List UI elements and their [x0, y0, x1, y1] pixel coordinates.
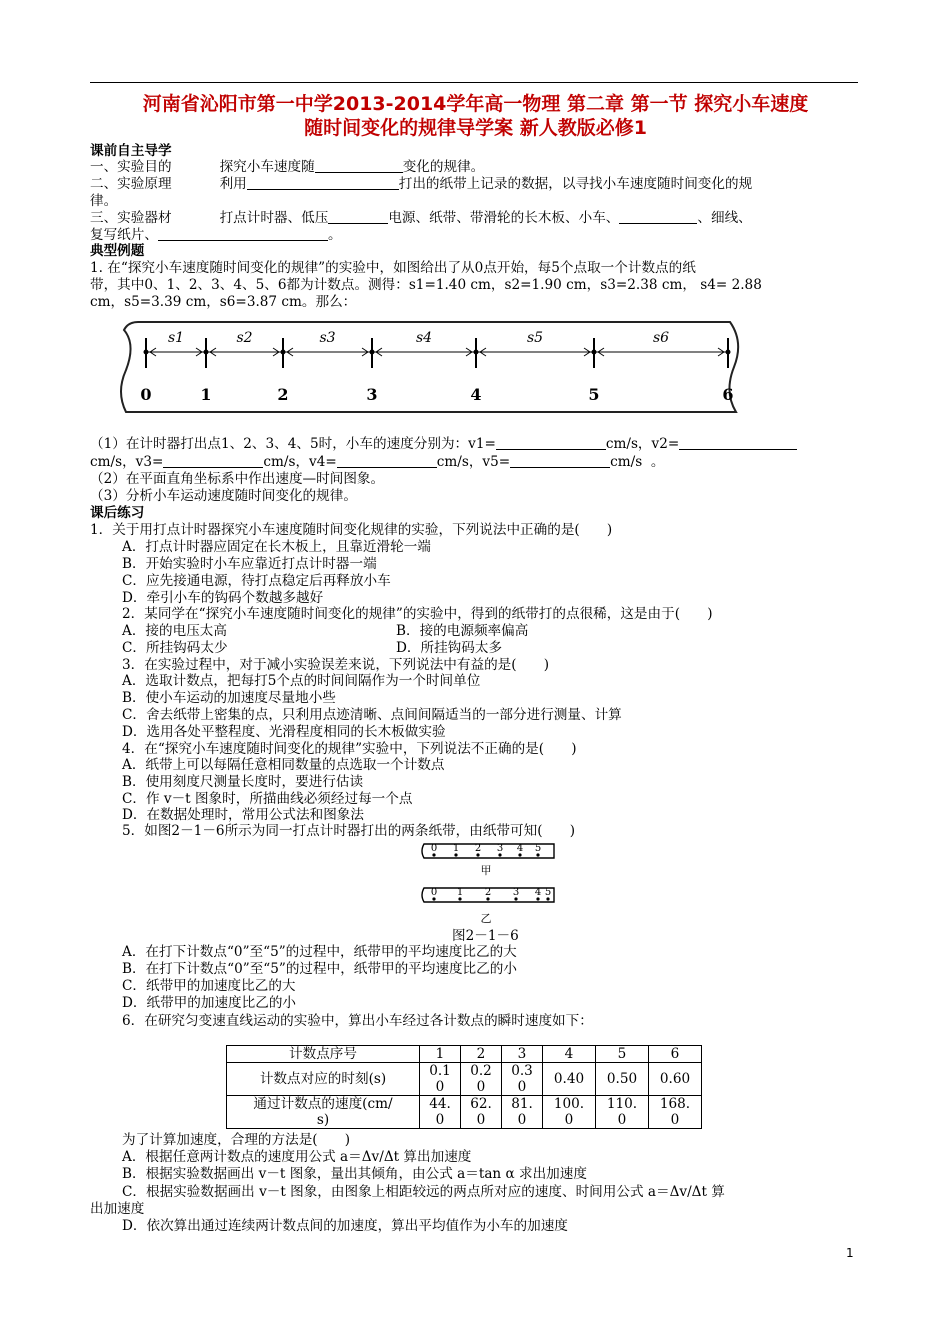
tape-segment-label: s4 — [415, 330, 433, 346]
tape-point-label: 1 — [452, 843, 460, 854]
option: C．应先接通电源，待打点稳定后再释放小车 — [122, 573, 391, 589]
blank-equipment-2[interactable] — [158, 227, 328, 241]
tape-dot — [144, 350, 149, 355]
paper-tape-figure — [118, 312, 748, 416]
tape-point-label: 5 — [588, 385, 600, 404]
section-heading-example: 典型例题 — [90, 243, 145, 259]
tape-dot — [370, 350, 375, 355]
example-text: 带，其中0、1、2、3、4、5、6都为计数点。测得：s1=1.40 cm，s2=1.90 cm，s3=2.38 cm， s4= 2.88 — [90, 277, 762, 293]
question-1: 1．关于用打点计时器探究小车速度随时间变化规律的实验，下列说法中正确的是( ) — [90, 522, 613, 538]
table-row: 通过计数点的速度(cm/ s) 44. 0 62. 0 81. 0 100. 0 110. 0 168. 0 — [227, 1096, 702, 1129]
option: D．纸带甲的加速度比乙的小 — [122, 995, 297, 1011]
tape-point-label: 0 — [140, 385, 152, 404]
tape-segment-label: s3 — [319, 330, 336, 346]
example-part1: （1）在计时器打出点1、2、3、4、5时，小车的速度分别为：v1= cm/s，v2= — [90, 436, 797, 452]
tape-dot — [726, 350, 731, 355]
tape-point-label: 4 — [470, 385, 482, 404]
section-heading-preview: 课前自主导学 — [90, 143, 172, 159]
option: B．开始实验时小车应靠近打点计时器一端 — [122, 556, 377, 572]
velocity-table — [226, 1045, 702, 1129]
item-principle-cont: 律。 — [90, 193, 118, 209]
blank-purpose[interactable] — [315, 159, 403, 173]
option: C．纸带甲的加速度比乙的大 — [122, 978, 296, 994]
page-title: 河南省沁阳市第一中学2013-2014学年高一物理 第二章 第一节 探究小车速度 随时间变化的规律导学案 新人教版必修1 — [142, 93, 809, 139]
example-text: cm，s5=3.39 cm，s6=3.87 cm。那么： — [90, 294, 357, 310]
header-rule — [90, 82, 858, 83]
tape-dot — [204, 350, 209, 355]
blank-v5[interactable] — [510, 454, 610, 468]
option: C．所挂钩码太少 — [122, 640, 228, 656]
option: B．根据实验数据画出 v－t 图象，量出其倾角，由公式 a＝tan α 求出加速度 — [122, 1166, 587, 1182]
option: D．所挂钩码太多 — [396, 640, 503, 656]
blank-v1[interactable] — [496, 436, 606, 450]
blank-principle[interactable] — [247, 176, 399, 190]
tape-dot — [281, 350, 286, 355]
tape-point-label: 6 — [722, 385, 734, 404]
tape-point-label: 2 — [474, 843, 482, 854]
tape-point-label: 3 — [512, 887, 520, 898]
blank-v2[interactable] — [679, 436, 797, 450]
tape-segment-label: s6 — [652, 330, 670, 346]
question-6: 6．在研究匀变速直线运动的实验中，算出小车经过各计数点的瞬时速度如下： — [122, 1013, 593, 1029]
tape-point-label: 2 — [277, 385, 289, 404]
table-row: 计数点对应的时刻(s) 0.1 0 0.2 0 0.3 0 0.40 0.50 0.60 — [227, 1063, 702, 1096]
tape-ticks — [144, 338, 731, 368]
item-equipment: 三、实验器材 打点计时器、低压 电源、纸带、带滑轮的长木板、小车、 、细线、 — [90, 210, 752, 226]
example-part2: （2）在平面直角坐标系中作出速度—时间图象。 — [90, 471, 385, 487]
option: A．根据任意两计数点的速度用公式 a＝Δv/Δt 算出加速度 — [122, 1149, 472, 1165]
question-3: 3．在实验过程中，对于减小实验误差来说，下列说法中有益的是( ) — [122, 657, 550, 673]
option: A．接的电压太高 — [122, 623, 227, 639]
tape-point-label: 2 — [484, 887, 492, 898]
figure-caption: 图2－1－6 — [452, 928, 519, 944]
blank-power[interactable] — [328, 210, 388, 224]
tape-point-label: 3 — [496, 843, 504, 854]
option: D．依次算出通过连续两计数点间的加速度，算出平均值作为小车的加速度 — [122, 1218, 568, 1234]
tape-dot — [474, 350, 479, 355]
table-row: 计数点序号 1 2 3 4 5 6 — [227, 1046, 702, 1063]
blank-v3[interactable] — [163, 454, 263, 468]
example-text: 1. 在“探究小车速度随时间变化的规律”的实验中，如图给出了从0点开始，每5个点取一个计数点的纸 — [90, 260, 696, 276]
option: A．打点计时器应固定在长木板上，且靠近滑轮一端 — [122, 539, 431, 555]
option: B．使小车运动的加速度尽量地小些 — [122, 690, 336, 706]
option: B．使用刻度尺测量长度时，要进行估读 — [122, 774, 364, 790]
option: A．选取计数点，把每打5个点的时间间隔作为一个时间单位 — [122, 673, 481, 689]
tape-point-label: 5 — [544, 887, 552, 898]
tape-point-label: 0 — [430, 887, 438, 898]
tape-point-label: 4 — [516, 843, 524, 854]
tape-yi-label: 乙 — [480, 912, 492, 925]
option: A．纸带上可以每隔任意相同数量的点选取一个计数点 — [122, 757, 445, 773]
question-4: 4．在“探究小车速度随时间变化的规律”实验中，下列说法不正确的是( ) — [122, 741, 577, 757]
option: C．作 v－t 图象时，所描曲线必须经过每一个点 — [122, 791, 413, 807]
tape-point-label: 3 — [366, 385, 378, 404]
tape-dot — [592, 350, 597, 355]
tape-labels — [140, 330, 733, 404]
blank-v4[interactable] — [337, 454, 437, 468]
tape-point-label: 0 — [430, 843, 438, 854]
option: D．选用各处平整程度、光滑程度相同的长木板做实验 — [122, 724, 446, 740]
example-part3: （3）分析小车运动速度随时间变化的规律。 — [90, 488, 357, 504]
question-2: 2．某同学在“探究小车速度随时间变化的规律”的实验中，得到的纸带打的点很稀，这是由于( ) — [122, 606, 713, 622]
tape-jia-marks — [431, 843, 541, 857]
tape-point-label: 1 — [200, 385, 212, 404]
tape-point-label: 1 — [456, 887, 464, 898]
item-purpose: 一、实验目的 探究小车速度随 变化的规律。 — [90, 159, 485, 175]
example-part1-cont: cm/s，v3= cm/s，v4= cm/s，v5= cm/s 。 — [90, 454, 665, 470]
option: C．舍去纸带上密集的点，只利用点迹清晰、点间间隔适当的一部分进行测量、计算 — [122, 707, 622, 723]
tape-jia-label: 甲 — [480, 864, 492, 877]
tape-segment-label: s1 — [167, 330, 185, 346]
section-heading-exercise: 课后练习 — [90, 505, 145, 521]
tape-segment-label: s5 — [526, 330, 544, 346]
tape-point-label: 5 — [534, 843, 542, 854]
option: D．牵引小车的钩码个数越多越好 — [122, 590, 324, 606]
item-principle: 二、实验原理 利用 打出的纸带上记录的数据，以寻找小车速度随时间变化的规 — [90, 176, 753, 192]
option: D．在数据处理时，常用公式法和图象法 — [122, 807, 364, 823]
option: B．接的电源频率偏高 — [396, 623, 529, 639]
option-cont: 出加速度 — [90, 1201, 145, 1217]
blank-equipment[interactable] — [619, 210, 697, 224]
option: C．根据实验数据画出 v－t 图象，由图象上相距较远的两点所对应的速度、时间用公式 a＝Δv/Δt 算 — [122, 1184, 725, 1200]
tape-yi-marks — [431, 887, 551, 901]
option: A．在打下计数点“0”至“5”的过程中，纸带甲的平均速度比乙的大 — [122, 944, 517, 960]
tape-segment-label: s2 — [236, 330, 253, 346]
item-equipment-cont: 复写纸片、 。 — [90, 227, 342, 243]
question-6-prompt: 为了计算加速度，合理的方法是( ) — [122, 1132, 351, 1148]
two-tapes-figure — [420, 838, 560, 926]
option: B．在打下计数点“0”至“5”的过程中，纸带甲的平均速度比乙的小 — [122, 961, 517, 977]
page-number: 1 — [846, 1246, 854, 1260]
question-5: 5．如图2－1－6所示为同一打点计时器打出的两条纸带，由纸带可知( ) — [122, 823, 576, 839]
tape-point-label: 4 — [534, 887, 542, 898]
